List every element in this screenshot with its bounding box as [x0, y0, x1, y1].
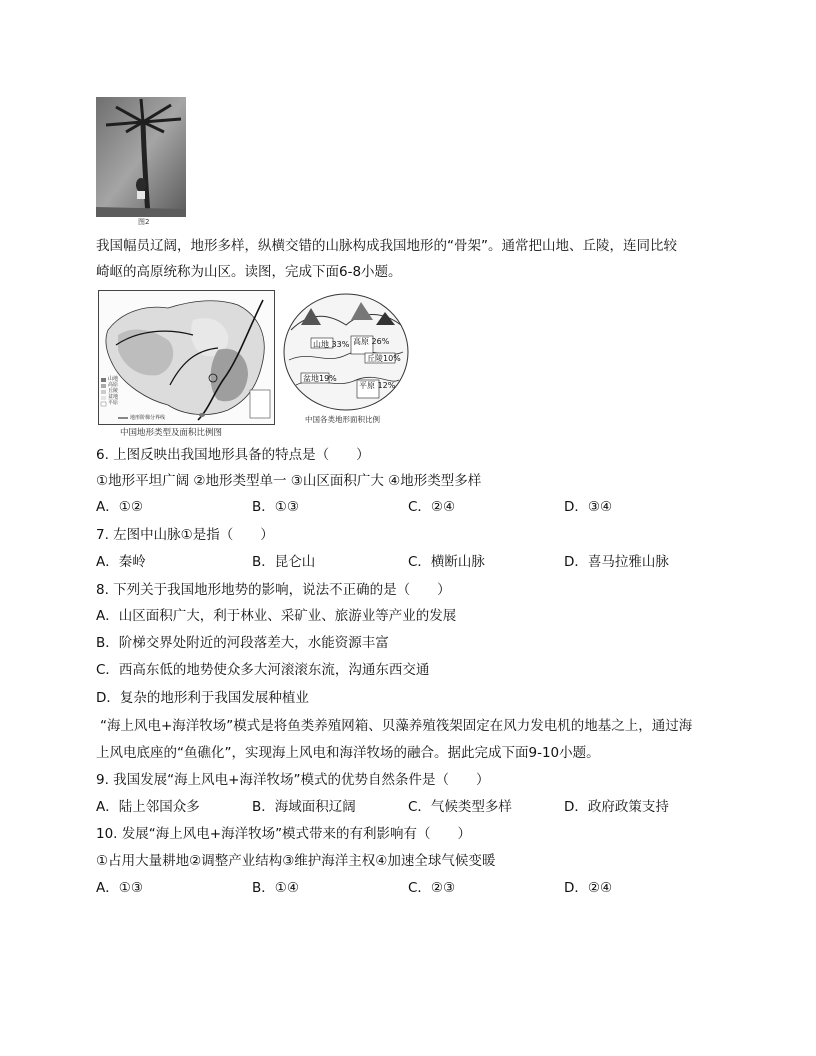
pie-label-plain: 平原 12%	[359, 381, 396, 390]
legend-item-mountain: 山地	[108, 376, 119, 382]
q8-option-a: A．山区面积广大，利于林业、采矿业、旅游业等产业的发展	[96, 608, 457, 624]
q10-option-b: B．①④	[252, 880, 299, 896]
photo-caption: 图2	[138, 218, 150, 226]
palm-tree-photo	[96, 97, 186, 217]
q6-option-c: C．②④	[408, 499, 456, 515]
q7-option-b: B．昆仑山	[252, 554, 316, 570]
q7-option-d: D．喜马拉雅山脉	[564, 554, 669, 570]
q6-statements: ①地形平坦广阔 ②地形类型单一 ③山区面积广大 ④地形类型多样	[96, 473, 482, 489]
q8-option-b: B．阶梯交界处附近的河段落差大，水能资源丰富	[96, 635, 389, 651]
q9-option-b: B．海域面积辽阔	[252, 799, 356, 815]
pie-label-plateau: 高原 26%	[353, 337, 390, 346]
terrain-proportion-figure	[281, 290, 411, 415]
intro-9-10-line-2: 上风电底座的“鱼礁化”，实现海上风电和海洋牧场的融合。据此完成下面9-10小题。	[96, 745, 600, 761]
legend-item-basin: 盆地	[108, 394, 119, 400]
pie-label-basin: 盆地19%	[303, 374, 337, 383]
q6-option-a: A．①②	[96, 499, 143, 515]
q10-option-d: D．②④	[564, 880, 613, 896]
map-legend	[108, 376, 118, 406]
q10-option-a: A．①③	[96, 880, 143, 896]
legend-item-hill: 丘陵	[108, 388, 119, 394]
q9-option-c: C．气候类型多样	[408, 799, 512, 815]
left-map-caption: 中国地形类型及面积比例图	[120, 428, 223, 438]
q8-stem: 8. 下列关于我国地形地势的影响，说法不正确的是（ ）	[96, 582, 451, 598]
pie-label-mountain: 山地 33%	[313, 340, 350, 349]
legend-item-plain: 平原	[108, 400, 119, 406]
q10-option-c: C．②③	[408, 880, 456, 896]
q7-option-a: A．秦岭	[96, 554, 146, 570]
q7-stem: 7. 左图中山脉①是指（ ）	[96, 527, 274, 543]
q9-stem: 9. 我国发展“海上风电+海洋牧场”模式的优势自然条件是（ ）	[96, 772, 490, 788]
q6-stem: 6. 上图反映出我国地形具备的特点是（ ）	[96, 447, 370, 463]
q10-statements: ①占用大量耕地②调整产业结构③维护海洋主权④加速全球气候变暖	[96, 853, 496, 869]
china-terrain-map	[98, 290, 275, 425]
intro-6-8-line-2: 崎岖的高原统称为山区。读图，完成下面6-8小题。	[96, 264, 402, 280]
intro-6-8-line-1: 我国幅员辽阔，地形多样，纵横交错的山脉构成我国地形的“骨架”。通常把山地、丘陵，连同比较	[96, 238, 677, 254]
q6-option-b: B．①③	[252, 499, 299, 515]
legend-item-plateau: 高原	[108, 382, 119, 388]
q10-stem: 10. 发展“海上风电+海洋牧场”模式带来的有利影响有（ ）	[96, 826, 472, 842]
q8-option-d: D．复杂的地形利于我国发展种植业	[96, 690, 309, 706]
q9-option-d: D．政府政策支持	[564, 799, 669, 815]
intro-9-10-line-1: “海上风电+海洋牧场”模式是将鱼类养殖网箱、贝藻养殖筏架固定在风力发电机的地基之上，通过海	[100, 718, 693, 734]
q7-option-c: C．横断山脉	[408, 554, 485, 570]
q8-option-c: C．西高东低的地势使众多大河滚滚东流，沟通东西交通	[96, 662, 430, 678]
legend-step-boundary: 地形阶梯分界线	[130, 415, 166, 421]
q6-option-d: D．③④	[564, 499, 613, 515]
q9-option-a: A．陆上邻国众多	[96, 799, 200, 815]
right-map-caption: 中国各类地形面积比例	[305, 415, 380, 424]
pie-label-hill: 丘陵10%	[367, 354, 401, 363]
